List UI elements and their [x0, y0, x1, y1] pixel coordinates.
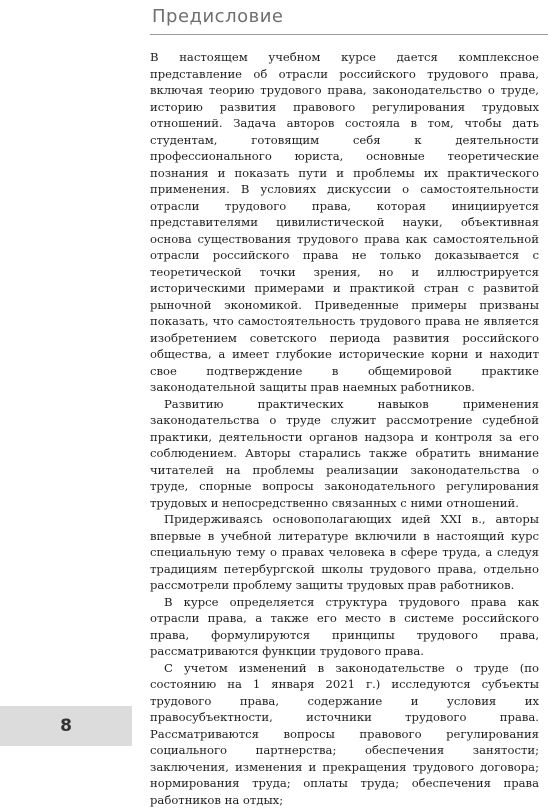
paragraph-2: Развитию практических навыков применения законодательства о труде служит рассмотрение судебной практики, деятельности органов надзора и контроля за его соблюдением. Авторы старались также обратить внимание читателей на проблемы реализации законодательства о труде, спорные вопросы законодательного регулирования трудовых и непосредственно связанных с ними отношений. [150, 396, 539, 512]
paragraph-3: Придерживаясь основополагающих идей XXI в., авторы впервые в учебной литературе включили в настоящий курс специальную тему о правах человека в сфере труда, а следуя традициям петербургской школы трудового права, отдельно рассмотрели проблему защиты трудовых прав работников. [150, 511, 539, 594]
section-title: Предисловие [152, 6, 283, 27]
paragraph-1: В настоящем учебном курсе дается комплексное представление об отрасли российского трудового права, включая теорию трудового права, законодательство о труде, историю развития правового регулирования трудовых отношений. Задача авторов состояла в том, чтобы дать студентам, готовящим себя к деятельности профессионального юриста, основные теоретические познания и показать пути и проблемы их практического применения. В условиях дискуссии о самостоятельности отрасли трудового права, которая инициируется представителями цивилистической науки, объективная основа существования трудового права как самостоятельной отрасли российского права не только доказывается с теоретической точки зрения, но и иллюстрируется историческими примерами и практикой стран с развитой рыночной экономикой. Приведенные примеры призваны показать, что самостоятельность трудового права не является изобретением советского периода развития российского общества, а имеет глубокие исторические корни и находит свое подтверждение в общемировой практике законодательной защиты прав наемных работников. [150, 49, 539, 396]
body-text [150, 49, 539, 808]
paragraph-4: В курсе определяется структура трудового права как отрасли права, а также его место в системе российского права, формулируются принципы трудового права, рассматриваются функции трудового права. [150, 594, 539, 660]
page-number: 8 [0, 706, 132, 746]
header-rule [150, 34, 548, 35]
paragraph-5: С учетом изменений в законодательстве о труде (по состоянию на 1 января 2021 г.) исследуются субъекты трудового права, содержание и условия их правосубъектности, источники трудового права. Рассматриваются вопросы правового регулирования социального партнерства; обеспечения занятости; заключения, изменения и прекращения трудового договора; нормирования труда; оплаты труда; обеспечения права работников на отдых; [150, 660, 539, 808]
